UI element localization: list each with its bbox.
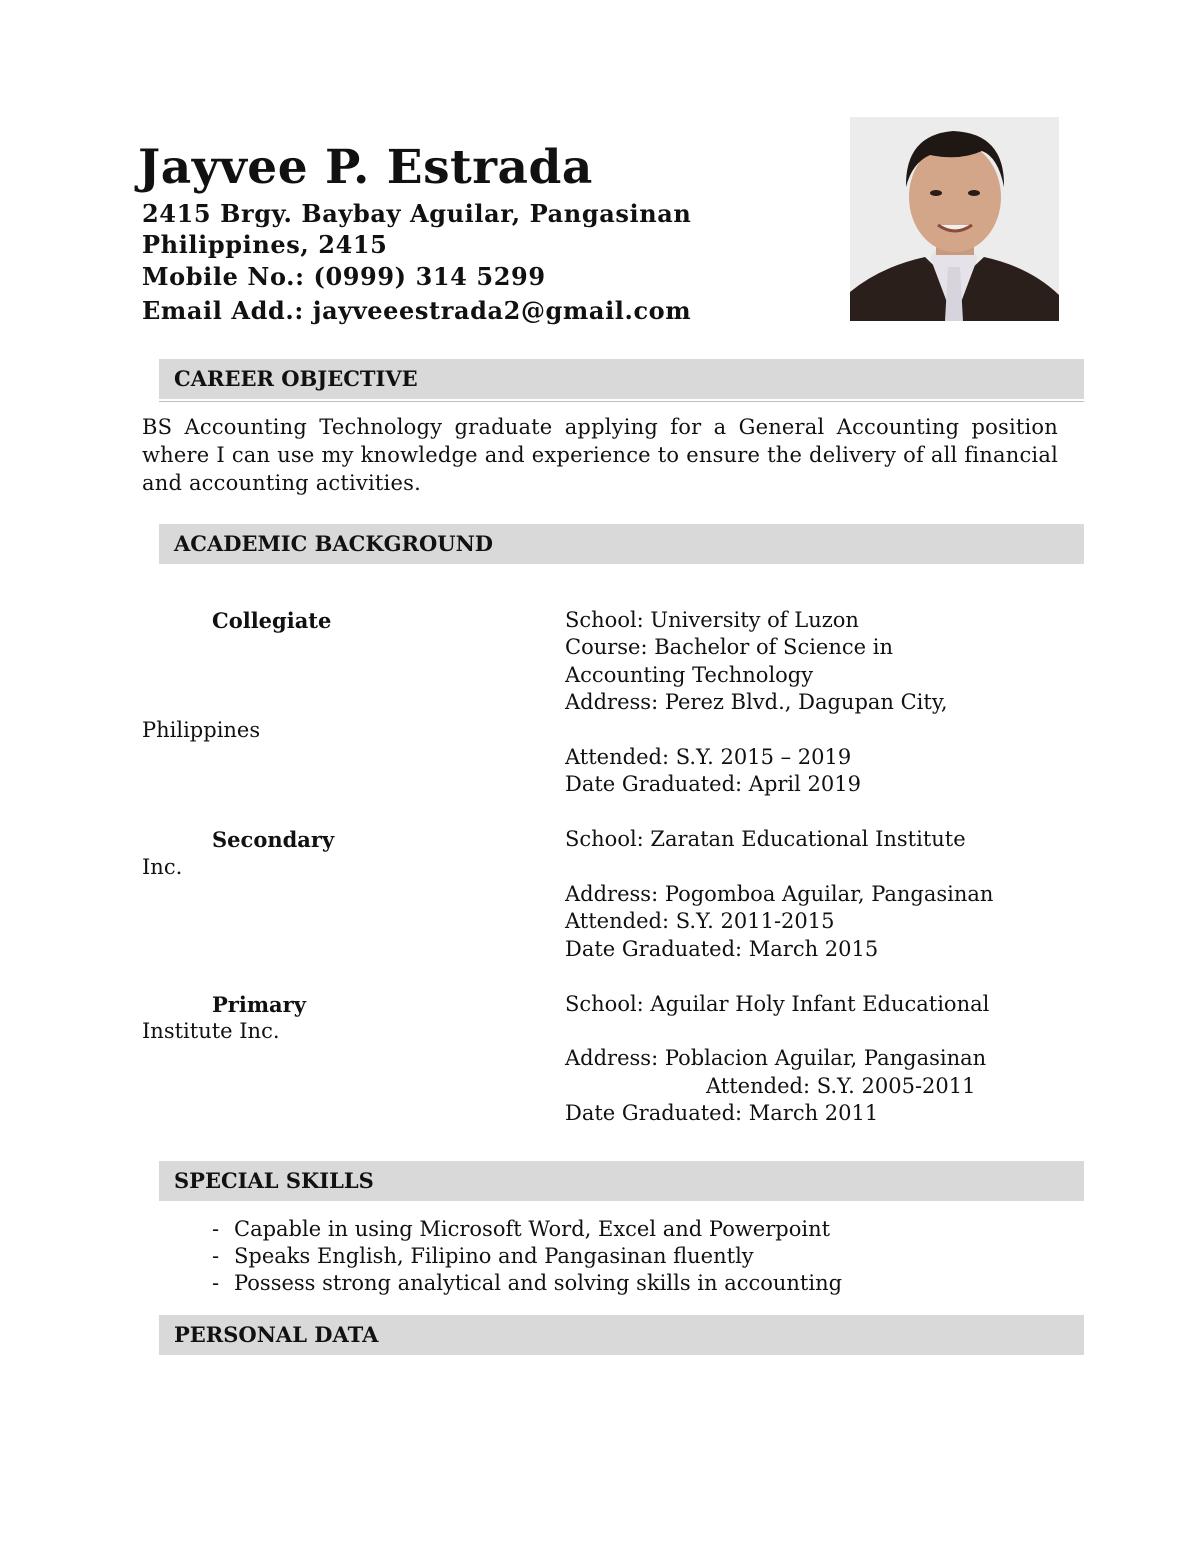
- secondary-attended: Attended: S.Y. 2011-2015: [565, 909, 835, 933]
- section-title: CAREER OBJECTIVE: [174, 366, 418, 391]
- section-title: ACADEMIC BACKGROUND: [174, 531, 494, 556]
- primary-school: School: Aguilar Holy Infant Educational: [565, 992, 990, 1016]
- section-title: PERSONAL DATA: [174, 1322, 379, 1347]
- address-line-2: Philippines, 2415: [142, 230, 388, 259]
- education-level-primary: Primary: [212, 992, 306, 1017]
- skill-item: [212, 1244, 754, 1268]
- collegiate-graduated: Date Graduated: April 2019: [565, 772, 861, 796]
- primary-graduated: Date Graduated: March 2011: [565, 1101, 879, 1125]
- primary-school-wrap: Institute Inc.: [142, 1019, 280, 1043]
- section-career-objective: [159, 359, 1084, 399]
- section-title: SPECIAL SKILLS: [174, 1168, 374, 1193]
- collegiate-course-cont: Accounting Technology: [565, 663, 814, 687]
- profile-photo: [850, 117, 1059, 321]
- collegiate-school: School: University of Luzon: [565, 608, 859, 632]
- collegiate-address-wrap: Philippines: [142, 718, 261, 742]
- secondary-graduated: Date Graduated: March 2015: [565, 937, 879, 961]
- primary-attended: Attended: S.Y. 2005-2011: [706, 1074, 976, 1098]
- skill-text: Possess strong analytical and solving skills in accounting: [234, 1271, 843, 1295]
- skill-text: Speaks English, Filipino and Pangasinan fluently: [234, 1244, 754, 1268]
- collegiate-address: Address: Perez Blvd., Dagupan City,: [565, 690, 948, 714]
- skill-text: Capable in using Microsoft Word, Excel and Powerpoint: [234, 1217, 831, 1241]
- primary-address: Address: Poblacion Aguilar, Pangasinan: [565, 1046, 987, 1070]
- collegiate-course: Course: Bachelor of Science in: [565, 635, 893, 659]
- mobile-number: Mobile No.: (0999) 314 5299: [142, 262, 546, 291]
- secondary-address: Address: Pogomboa Aguilar, Pangasinan: [565, 882, 994, 906]
- section-personal-data: [159, 1315, 1084, 1355]
- divider: [159, 401, 1084, 402]
- bullet-dash: -: [212, 1217, 220, 1241]
- address-line-1: 2415 Brgy. Baybay Aguilar, Pangasinan: [142, 199, 692, 228]
- section-special-skills: [159, 1161, 1084, 1201]
- section-academic-background: [159, 524, 1084, 564]
- skill-item: [212, 1271, 842, 1295]
- skill-item: [212, 1217, 830, 1241]
- bullet-dash: -: [212, 1244, 220, 1268]
- collegiate-attended: Attended: S.Y. 2015 – 2019: [565, 745, 852, 769]
- email-address: Email Add.: jayveeestrada2@gmail.com: [142, 296, 692, 325]
- bullet-dash: -: [212, 1271, 220, 1295]
- education-level-secondary: Secondary: [212, 827, 335, 852]
- education-level-collegiate: Collegiate: [212, 608, 332, 633]
- secondary-school: School: Zaratan Educational Institute: [565, 827, 966, 851]
- objective-text: BS Accounting Technology graduate applying for a General Accounting position where I can use my knowledge and experience to ensure the delivery of all financial and accounting activities.: [142, 415, 1058, 495]
- applicant-name: Jayvee P. Estrada: [138, 140, 593, 195]
- secondary-school-wrap: Inc.: [142, 855, 183, 879]
